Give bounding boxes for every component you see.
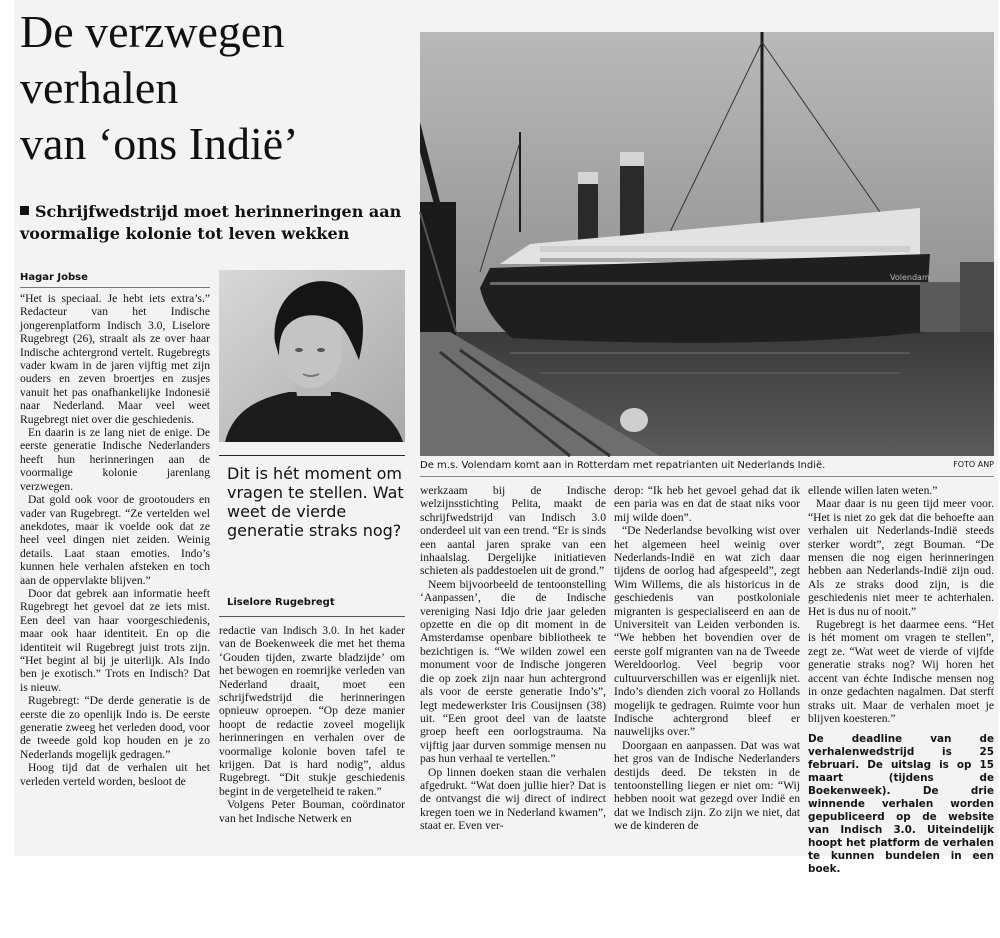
- paragraph: En daarin is ze lang niet de enige. De eerste generatie Indische Nederlanders heeft hun herinneringen aan de voormalige kolonie jarenlang verzwegen.: [20, 426, 210, 493]
- paragraph: derop: “Ik heb het gevoel gehad dat ik een paria was en dat de staat niks voor mij wilde doen”.: [614, 484, 800, 524]
- pull-quote-credit: Liselore Rugebregt: [227, 597, 335, 608]
- pull-quote: Dit is hét moment om vragen te stellen. Wat weet de vierde generatie straks nog?: [227, 464, 404, 540]
- ship-photo: [420, 32, 994, 456]
- paragraph: Op linnen doeken staan die verhalen afgedrukt. “Wat doen jullie hier? Dat is de ontvangst die wij direct of indirect kregen toen we in Nederland kwamen”, staat er. Even ver-: [420, 765, 606, 833]
- ship-image: [420, 32, 994, 456]
- paragraph: Dat gold ook voor de grootouders en vader van Rugebregt. “Ze vertelden wel anekdotes, maar ik voelde ook dat ze heel veel dingen niet zeiden. Weinig details. Laat staan emoties. Indo’s kunnen hele verhalen afsteken en toch aan de oppervlakte blijven.”: [20, 493, 210, 587]
- deadline-note: De deadline van de verhalenwedstrijd is 25 februari. De uitslag is op 15 maart (tijdens de Boekenweek). De drie winnende verhalen worden gepubliceerd op de website van Indisch 3.0. Uiteindelijk hoopt het platform de verhalen te kunnen bundelen in een boek.: [808, 733, 994, 876]
- article-column-4: [614, 484, 800, 852]
- headline-line-2: verhalen: [20, 62, 179, 113]
- headline-line-1: De verzwegen: [20, 6, 285, 57]
- paragraph: Rugebregt: “De derde generatie is de eerste die zo openlijk Indo is. De eerste generatie zweeg het verleden dood, voor de tweede gold kop houden en je zo Nederlands mogelijk gedragen.”: [20, 694, 210, 761]
- paragraph: Neem bijvoorbeeld de tentoonstelling ‘Aanpassen’, die de Indische vereniging Nasi Idjo drie jaar geleden opzette en die op dit moment in de Amsterdamse openbare bibliotheek te bezichtigen is. “We wilden zowel een monument voor de Indische jongeren die op zoek zijn naar hun achtergrond als voor de eerste generatie Indo’s”, legt medewerkster Iris Cousijnsen (38) uit. “Een groot deel van de laatste groep heeft een oorlogstrauma. Na vijftig jaar durven sommige mensen nu pas hun verhaal te vertellen.”: [420, 577, 606, 766]
- headline-line-3: van ‘ons Indië’: [20, 118, 299, 169]
- article-column-2: [219, 624, 405, 852]
- paragraph: Rugebregt is het daarmee eens. “Het is hét moment om vragen te stellen”, zegt ze. “Wat weet de vierde of vijfde generatie straks nog? Wij horen het accent van échte Indische mensen nog in onze gedachten nagalmen. Dat sterft straks uit. Maar de verhalen moet je blijven koesteren.”: [808, 618, 994, 725]
- paragraph: Doorgaan en aanpassen. Dat was wat het gros van de Indische Nederlanders destijds deed. De teksten in de tentoonstelling liegen er niet om: “Wij hebben nooit wat gezegd over Indië en dat we Indisch zijn. Zo zijn we niet, dat we de kinderen de: [614, 738, 800, 833]
- photo-credit: FOTO ANP: [953, 460, 994, 469]
- paragraph: werkzaam bij de Indische welzijnsstichting Pelita, maakt de schrijfwedstrijd van Indisch 3.0 onderdeel uit van een trend. “Er is sinds een aantal jaren sprake van een inhaalslag. Dergelijke initiatieven schieten als paddestoelen uit de grond.”: [420, 484, 606, 578]
- byline: Hagar Jobse: [20, 272, 88, 283]
- paragraph: “Het is speciaal. Je hebt iets extra’s.” Redacteur van het Indische jongerenplatform Indisch 3.0, Liselore Rugebregt (26), straalt als ze over haar Indische achtergrond vertelt. Rugebregts vader kwam in de jaren vijftig met zijn ouders en zeven broertjes en zusjes vanuit het pas onafhankelijke Indonesië naar Nederland. Maar veel weet Rugebregt niet over die geschiedenis.: [20, 292, 210, 426]
- headline: [20, 4, 415, 172]
- portrait-photo: [219, 270, 405, 442]
- paragraph: Maar daar is nu geen tijd meer voor. “Het is niet zo gek dat die behoefte aan verhalen uit Nederlands-Indië steeds sterker wordt”, zegt Bouman. “De mensen die nog eigen herinneringen hebben aan Nederlands-Indië zijn oud. Als ze straks dood zijn, is die geschiedenis niet meer te achterhalen. Het is dus nu of nooit.”: [808, 497, 994, 618]
- paragraph: Volgens Peter Bouman, coördinator van het Indische Netwerk en: [219, 798, 405, 825]
- paragraph: “De Nederlandse bevolking wist over het algemeen heel weinig over Nederlands-Indië en wat zich daar tijdens de oorlog had afgespeeld”, zegt Wim Willems, die als historicus in de geschiedenis van postkoloniale migranten is gespecialiseerd en aan de Universiteit van Leiden verbonden is. “We hebben het bovendien over de eerste golf migranten van na de Tweede Wereldoorlog. Veel begrip voor cultuurverschillen was er eigenlijk niet. Indo’s dienden zich vooral zo Hollands mogelijk te gedragen. Ruimte voor hun Indische achtergrond bleef er nauwelijks over.”: [614, 524, 800, 739]
- caption-divider: [420, 476, 994, 477]
- ship-name-on-hull: Volendam: [890, 273, 930, 282]
- pull-quote-box: [219, 455, 405, 617]
- portrait-image: [219, 270, 405, 442]
- paragraph: Hoog tijd dat de verhalen uit het verleden verteld worden, besloot de: [20, 761, 210, 788]
- article-column-1: [20, 292, 210, 852]
- paragraph: Door dat gebrek aan informatie heeft Rugebregt het gevoel dat ze iets mist. Een deel van haar voorgeschiedenis, maar ook haar identiteit. En op die identiteit wil Rugebregt juist trots zijn. “Het begint al bij je uiterlijk. Als Indo ben je exotisch.” Trots en Indisch? Dat is nieuw.: [20, 586, 210, 694]
- subheadline: [20, 201, 415, 245]
- bullet-square-icon: [20, 206, 29, 215]
- subheadline-text: Schrijfwedstrijd moet herinneringen aan voormalige kolonie tot leven wekken: [20, 202, 402, 243]
- byline-divider: [20, 287, 210, 288]
- article-column-5: [808, 484, 994, 876]
- photo-caption: De m.s. Volendam komt aan in Rotterdam met repatrianten uit Nederlands Indië.: [420, 460, 826, 471]
- article-column-3: [420, 484, 606, 852]
- paragraph: redactie van Indisch 3.0. In het kader van de Boekenweek die met het thema ‘Gouden tijden, zwarte bladzijde’ om het bewogen en roemrijke verleden van Nederland draait, moet een schrijfwedstrijd die herinneringen opnieuw oproepen. “Op deze manier hoopt de redactie zoveel mogelijk herinneringen en verhalen over de voormalige kolonie boven tafel te krijgen. Dat is hard nodig”, aldus Rugebregt. “Dit stukje geschiedenis begint in de vergetelheid te raken.”: [219, 624, 405, 798]
- paragraph: ellende willen laten weten.”: [808, 484, 938, 497]
